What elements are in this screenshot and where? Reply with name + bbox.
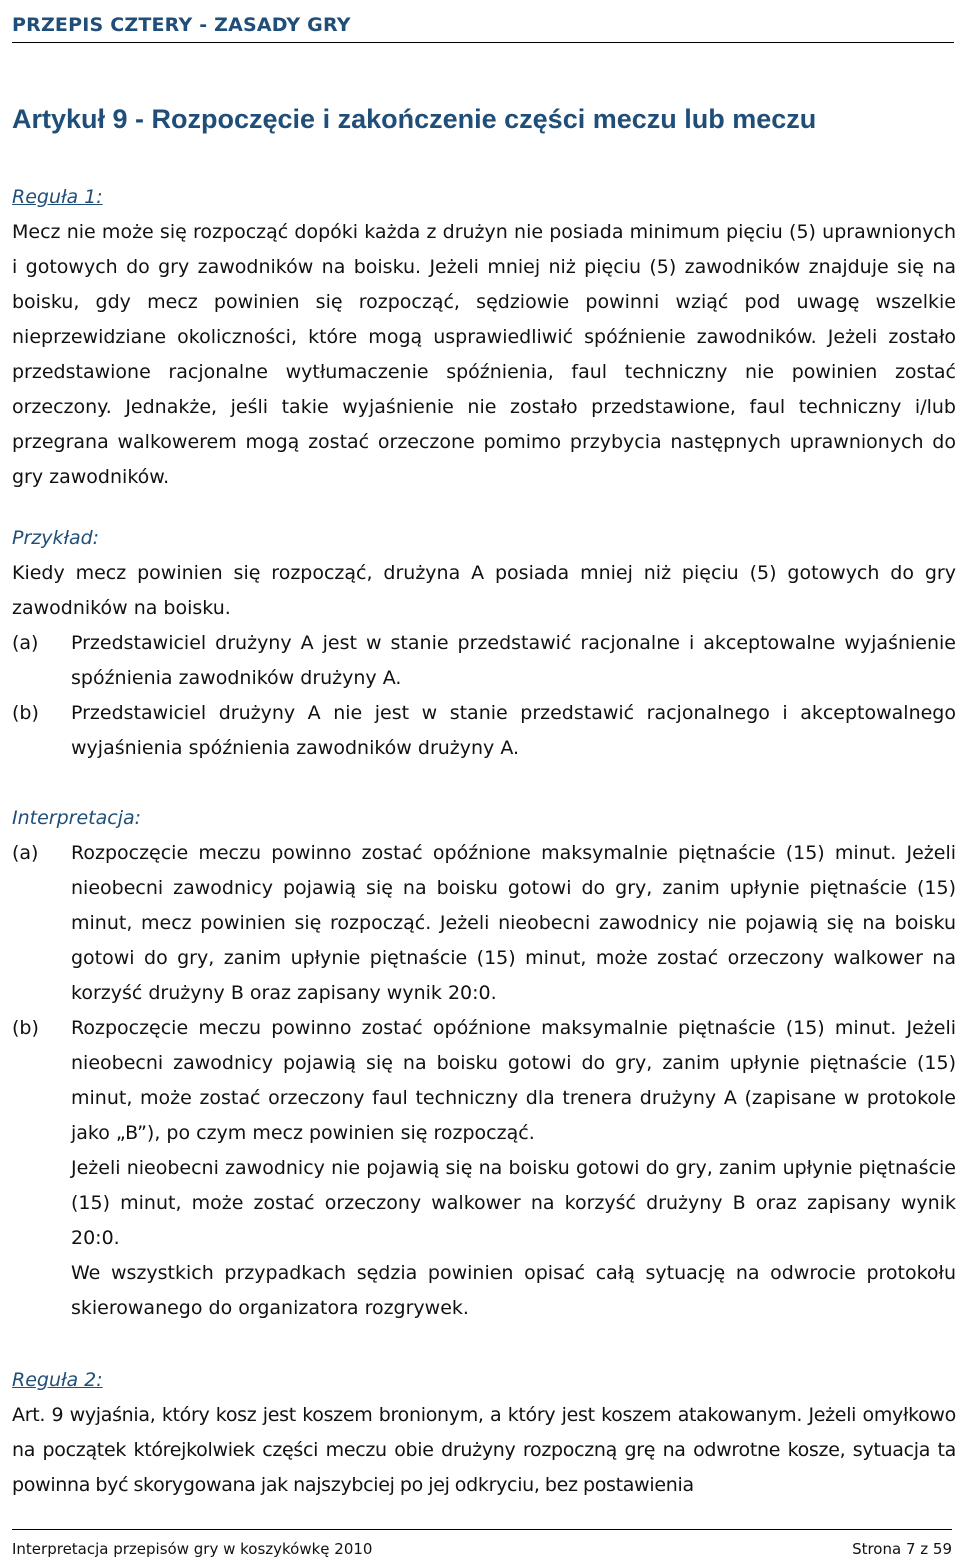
example-item-a-label: (a) bbox=[12, 632, 39, 654]
example-item-a bbox=[12, 626, 956, 696]
example-intro: Kiedy mecz powinien się rozpocząć, drużyna A posiada mniej niż pięciu (5) gotowych do gry zawodników na boisku. bbox=[12, 562, 956, 619]
header-title: PRZEPIS CZTERY - ZASADY GRY bbox=[12, 14, 351, 36]
interpretation-item-a-label: (a) bbox=[12, 842, 39, 864]
rule2-text: Art. 9 wyjaśnia, który kosz jest koszem bronionym, a który jest koszem atakowanym. Jeżeli omyłkowo na początek którejkolwiek części meczu obie drużyny rozpoczną grę na odwrotne kosze, sytuacja ta powinna być skorygowana jak najszybciej po jej odkryciu, bez postawienia bbox=[12, 1404, 956, 1496]
example-item-b bbox=[12, 696, 956, 766]
interpretation-item-b-p3: We wszystkich przypadkach sędzia powinien opisać całą sytuację na odwrocie protokołu skierowanego do organizatora rozgrywek. bbox=[71, 1262, 956, 1319]
interpretation-item-b-p2: Jeżeli nieobecni zawodnicy nie pojawią się na boisku gotowi do gry, zanim upłynie piętnaście (15) minut, może zostać orzeczony walkower na korzyść drużyny B oraz zapisany wynik 20:0. bbox=[71, 1157, 956, 1249]
rule1-text: Mecz nie może się rozpocząć dopóki każda z drużyn nie posiada minimum pięciu (5) uprawnionych i gotowych do gry zawodników na boisku. Jeżeli mniej niż pięciu (5) zawodników znajduje się na boisku, gdy mecz powinien się rozpocząć, sędziowie powinni wziąć pod uwagę wszelkie nieprzewidziane okoliczności, które mogą usprawiedliwić spóźnienie zawodników. Jeżeli zostało przedstawione racjonalne wytłumaczenie spóźnienia, faul techniczny nie powinien zostać orzeczony. Jednakże, jeśli takie wyjaśnienie nie zostało przedstawione, faul techniczny i/lub przegrana walkowerem mogą zostać orzeczone pomimo przybycia następnych uprawnionych do gry zawodników. bbox=[12, 221, 956, 488]
interpretation-item-a bbox=[12, 836, 956, 1011]
rule1-section bbox=[12, 180, 956, 495]
rule2-section bbox=[12, 1363, 956, 1503]
example-item-b-text: Przedstawiciel drużyny A nie jest w stanie przedstawić racjonalnego i akceptowalnego wyjaśnienia spóźnienia zawodników drużyny A. bbox=[71, 702, 956, 759]
footer-document-title: Interpretacja przepisów gry w koszykówkę 2010 bbox=[12, 1540, 373, 1558]
interpretation-section bbox=[12, 801, 956, 1326]
example-section bbox=[12, 521, 956, 766]
interpretation-item-b-label: (b) bbox=[12, 1017, 39, 1039]
article-title: Artykuł 9 - Rozpoczęcie i zakończenie części meczu lub meczu bbox=[12, 104, 817, 134]
interpretation-item-b bbox=[12, 1011, 956, 1326]
rule1-heading: Reguła 1: bbox=[12, 186, 103, 208]
page-footer bbox=[12, 1529, 952, 1564]
example-item-b-label: (b) bbox=[12, 702, 39, 724]
interpretation-item-b-p1: Rozpoczęcie meczu powinno zostać opóźnione maksymalnie piętnaście (15) minut. Jeżeli nieobecni zawodnicy pojawią się na boisku gotowi do gry, zanim upłynie piętnaście (15) minut, może zostać orzeczony faul techniczny dla trenera drużyny A (zapisane w protokole jako „B”), po czym mecz powinien się rozpocząć. bbox=[71, 1017, 956, 1144]
page-header bbox=[12, 6, 954, 43]
example-heading: Przykład: bbox=[12, 527, 100, 549]
rule2-heading: Reguła 2: bbox=[12, 1369, 103, 1391]
interpretation-heading: Interpretacja: bbox=[12, 807, 142, 829]
example-item-a-text: Przedstawiciel drużyny A jest w stanie przedstawić racjonalne i akceptowalne wyjaśnienie spóźnienia zawodników drużyny A. bbox=[71, 632, 956, 689]
footer-page-number: Strona 7 z 59 bbox=[852, 1540, 952, 1558]
interpretation-item-a-text: Rozpoczęcie meczu powinno zostać opóźnione maksymalnie piętnaście (15) minut. Jeżeli nieobecni zawodnicy pojawią się na boisku gotowi do gry, zanim upłynie piętnaście (15) minut, mecz powinien się rozpocząć. Jeżeli nieobecni zawodnicy nie pojawią się na boisku gotowi do gry, zanim upłynie piętnaście (15) minut, może zostać orzeczony walkower na korzyść drużyny B oraz zapisany wynik 20:0. bbox=[71, 842, 956, 1004]
